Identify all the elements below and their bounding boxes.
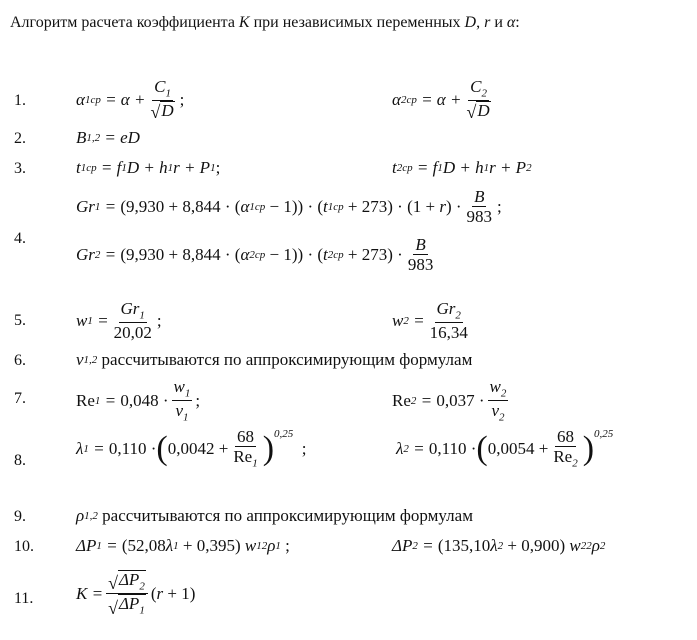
row-number: 8. [14,452,26,469]
row-number: 2. [14,130,26,147]
formula-alpha2: α 2 ср = α + $C_2$ √ D [392,77,490,122]
row-number: 6. [14,352,26,369]
row-number: 7. [14,390,26,407]
formula-lambda2: λ 2 = 0,110 · ( 0,0054 + $\frac{68}{Re_2}$ ) $^{0,25}$ [396,427,614,470]
row-number: 3. [14,160,26,177]
formula-rho-note: ρ 1,2 рассчитываются по аппроксимирующим формулам [76,506,473,525]
formula-gr2: Gr 2 = (9,930 + 8,844 · ( α 2 ср − 1)) · ( t 2 ср + 273) · $\frac{B}{983}$ [76,235,434,274]
formula-alpha1: α 1 ср = α + $C_1$ √ D ; [76,77,185,122]
formula-t2: t 2 ср = f 1 D + h 1 r + P 2 [392,158,532,177]
formula-dp2: ΔP 2 = (135,10 λ 2 + 0,900) w 2 2 ρ 2 [392,536,606,555]
row-number: 9. [14,508,26,525]
formula-nu-note: ν 1,2 рассчитываются по аппроксимирующим формулам [76,350,473,369]
algorithm-title: Алгоритм расчета коэффициента K при независимых переменных D, r и α: [10,14,520,31]
row-number: 4. [14,230,26,247]
formula-t1: t 1 ср = f 1 D + h 1 r + P 1 ; [76,158,221,177]
formula-k: K = √ $\Delta P_2$ √ $\Delta P_1$ ( r + 1) [76,570,196,618]
formula-re2: Re 2 = 0,037 · $\frac{w_2}{\nu_2}$ [392,377,507,424]
formula-b12: B 1,2 = eD [76,128,140,147]
formula-w1: w 1 = $\frac{Gr_1}{20,02}$ ; [76,299,162,342]
formula-dp1: ΔP 1 = (52,08 λ 1 + 0,395) w 1 2 ρ 1 ; [76,536,290,555]
row-number: 10. [14,538,34,555]
formula-w2: w 2 = $\frac{Gr_2}{16,34}$ [392,299,468,342]
formula-re1: Re 1 = 0,048 · $\frac{w_1}{\nu_1}$ ; [76,377,201,424]
row-number: 1. [14,92,26,109]
formula-gr1: Gr 1 = (9,930 + 8,844 · ( α 1 ср − 1)) · ( t 1 ср + 273) · (1 + r ) · $\frac{B}{983}$ ; [76,187,502,226]
row-number: 5. [14,312,26,329]
row-number: 11. [14,590,34,607]
formula-lambda1: λ 1 = 0,110 · ( 0,0042 + $\frac{68}{Re_1}$ ) $^{0,25}$ ; [76,427,307,470]
